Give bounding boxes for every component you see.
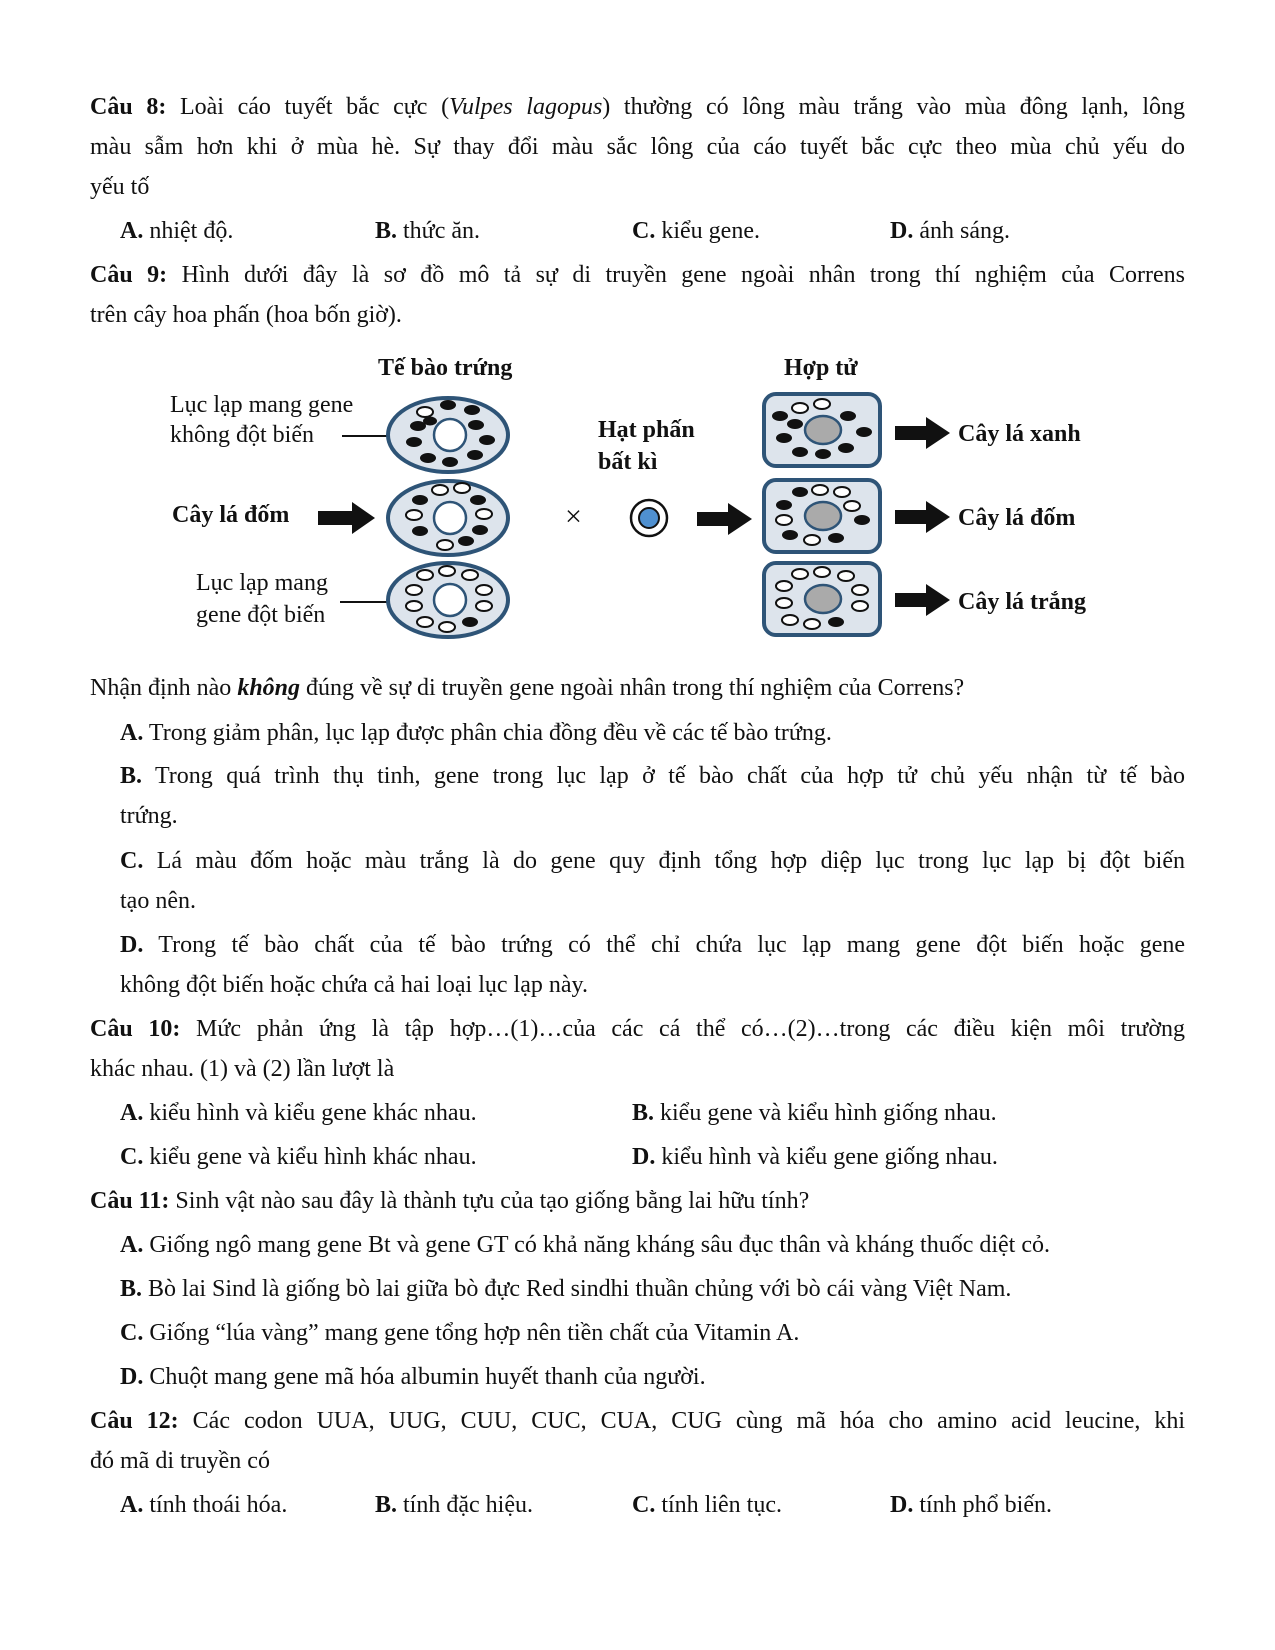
- q12-label: Câu 12:: [90, 1408, 179, 1434]
- q10-label: Câu 10:: [90, 1016, 181, 1042]
- q10-option-c[interactable]: C. kiểu gene và kiểu hình khác nhau.: [120, 1144, 477, 1170]
- pollen-label-line2: bất kì: [598, 449, 658, 475]
- q12-option-c[interactable]: C. tính liên tục.: [632, 1492, 782, 1518]
- q8-line-3: yếu tố: [90, 174, 150, 200]
- result-green-label: Cây lá xanh: [958, 421, 1081, 447]
- egg-cell-variegated: [388, 481, 508, 555]
- q8-line-1: Câu 8: Loài cáo tuyết bắc cực (Vulpes lagopus) thường có lông màu trắng vào mùa đông lạnh, lông: [90, 94, 1186, 120]
- label-variegated-plant: Cây lá đốm: [172, 502, 290, 528]
- label-mutant-line2: gene đột biến: [196, 602, 326, 628]
- zygote-variegated: [764, 480, 880, 552]
- q8-option-a[interactable]: A. nhiệt độ.: [120, 218, 234, 244]
- q9-option-d-line-1[interactable]: D. Trong tế bào chất của tế bào trứng có thể chỉ chứa lục lạp mang gene đột biến hoặc gene: [120, 932, 1185, 958]
- q9-label: Câu 9:: [90, 262, 168, 288]
- q9-option-a[interactable]: A. Trong giảm phân, lục lạp được phân chia đồng đều về các tế bào trứng.: [120, 720, 832, 746]
- q12-option-a[interactable]: A. tính thoái hóa.: [120, 1492, 288, 1518]
- q10-option-b[interactable]: B. kiểu gene và kiểu hình giống nhau.: [632, 1100, 997, 1126]
- q12-option-b[interactable]: B. tính đặc hiệu.: [375, 1492, 533, 1518]
- arrow-to-zygote: [697, 503, 752, 535]
- q9-option-c-line-1[interactable]: C. Lá màu đốm hoặc màu trắng là do gene quy định tổng hợp diệp lục trong lục lạp bị đột biến: [120, 848, 1185, 874]
- label-normal-line1: Lục lạp mang gene: [170, 392, 354, 418]
- q9-stem: Nhận định nào không đúng về sự di truyền gene ngoài nhân trong thí nghiệm của Correns?: [90, 675, 965, 701]
- zygote-green: [764, 394, 880, 466]
- q11-label: Câu 11:: [90, 1188, 170, 1214]
- q9-option-b-line-1[interactable]: B. Trong quá trình thụ tinh, gene trong lục lạp ở tế bào chất của hợp tử chủ yếu nhận từ tế bào: [120, 763, 1185, 789]
- q11-option-d[interactable]: D. Chuột mang gene mã hóa albumin huyết thanh của người.: [120, 1364, 706, 1390]
- zygote-title: Hợp tử: [784, 355, 858, 381]
- egg-cell-normal: [388, 398, 508, 472]
- pollen-label-line1: Hạt phấn: [598, 417, 695, 443]
- correns-diagram: [0, 0, 1275, 660]
- q10-line-1: Câu 10: Mức phản ứng là tập hợp…(1)…của các cá thể có…(2)…trong các điều kiện môi trường: [90, 1016, 1186, 1042]
- q11-option-a[interactable]: A. Giống ngô mang gene Bt và gene GT có khả năng kháng sâu đục thân và kháng thuốc diệt cỏ.: [120, 1232, 1050, 1258]
- q8-option-d[interactable]: D. ánh sáng.: [890, 218, 1010, 244]
- zygote-white: [764, 563, 880, 635]
- q10-option-d[interactable]: D. kiểu hình và kiểu gene giống nhau.: [632, 1144, 998, 1170]
- q9-option-d-line-2[interactable]: không đột biến hoặc chứa cả hai loại lục lạp này.: [120, 972, 588, 998]
- q10-line-2: khác nhau. (1) và (2) lần lượt là: [90, 1056, 395, 1082]
- q12-line-2: đó mã di truyền có: [90, 1448, 270, 1474]
- result-variegated-label: Cây lá đốm: [958, 505, 1076, 531]
- cross-symbol: ×: [565, 500, 582, 533]
- q8-line-2: màu sẫm hơn khi ở mùa hè. Sự thay đổi màu sắc lông của cáo tuyết bắc cực theo mùa chủ yếu do: [90, 134, 1185, 160]
- q12-option-d[interactable]: D. tính phổ biến.: [890, 1492, 1052, 1518]
- label-normal-line2: không đột biến: [170, 422, 314, 448]
- q9-option-c-line-2[interactable]: tạo nên.: [120, 888, 196, 914]
- label-mutant-line1: Lục lạp mang: [196, 570, 328, 596]
- egg-cell-mutant: [388, 563, 508, 637]
- q8-option-b[interactable]: B. thức ăn.: [375, 218, 480, 244]
- q9-option-b-line-2[interactable]: trứng.: [120, 803, 178, 829]
- q9-line-1: Câu 9: Hình dưới đây là sơ đồ mô tả sự di truyền gene ngoài nhân trong thí nghiệm của Correns: [90, 262, 1186, 288]
- arrow-result-green: [895, 417, 950, 449]
- egg-title: Tế bào trứng: [378, 355, 513, 381]
- arrow-result-white: [895, 584, 950, 616]
- q11-option-b[interactable]: B. Bò lai Sind là giống bò lai giữa bò đực Red sindhi thuần chủng với bò cái vàng Việt Nam.: [120, 1276, 1012, 1302]
- arrow-into-eggs: [318, 502, 375, 534]
- q8-label: Câu 8:: [90, 94, 167, 120]
- q8-option-c[interactable]: C. kiểu gene.: [632, 218, 760, 244]
- q11-option-c[interactable]: C. Giống “lúa vàng” mang gene tổng hợp nên tiền chất của Vitamin A.: [120, 1320, 800, 1346]
- q10-option-a[interactable]: A. kiểu hình và kiểu gene khác nhau.: [120, 1100, 477, 1126]
- q12-line-1: Câu 12: Các codon UUA, UUG, CUU, CUC, CUA, CUG cùng mã hóa cho amino acid leucine, khi: [90, 1408, 1186, 1434]
- arrow-result-variegated: [895, 501, 950, 533]
- q9-line-2: trên cây hoa phấn (hoa bốn giờ).: [90, 302, 402, 328]
- result-white-label: Cây lá trắng: [958, 589, 1086, 615]
- q11-line-1: Câu 11: Sinh vật nào sau đây là thành tựu của tạo giống bằng lai hữu tính?: [90, 1188, 810, 1214]
- pollen-grain: [631, 500, 667, 536]
